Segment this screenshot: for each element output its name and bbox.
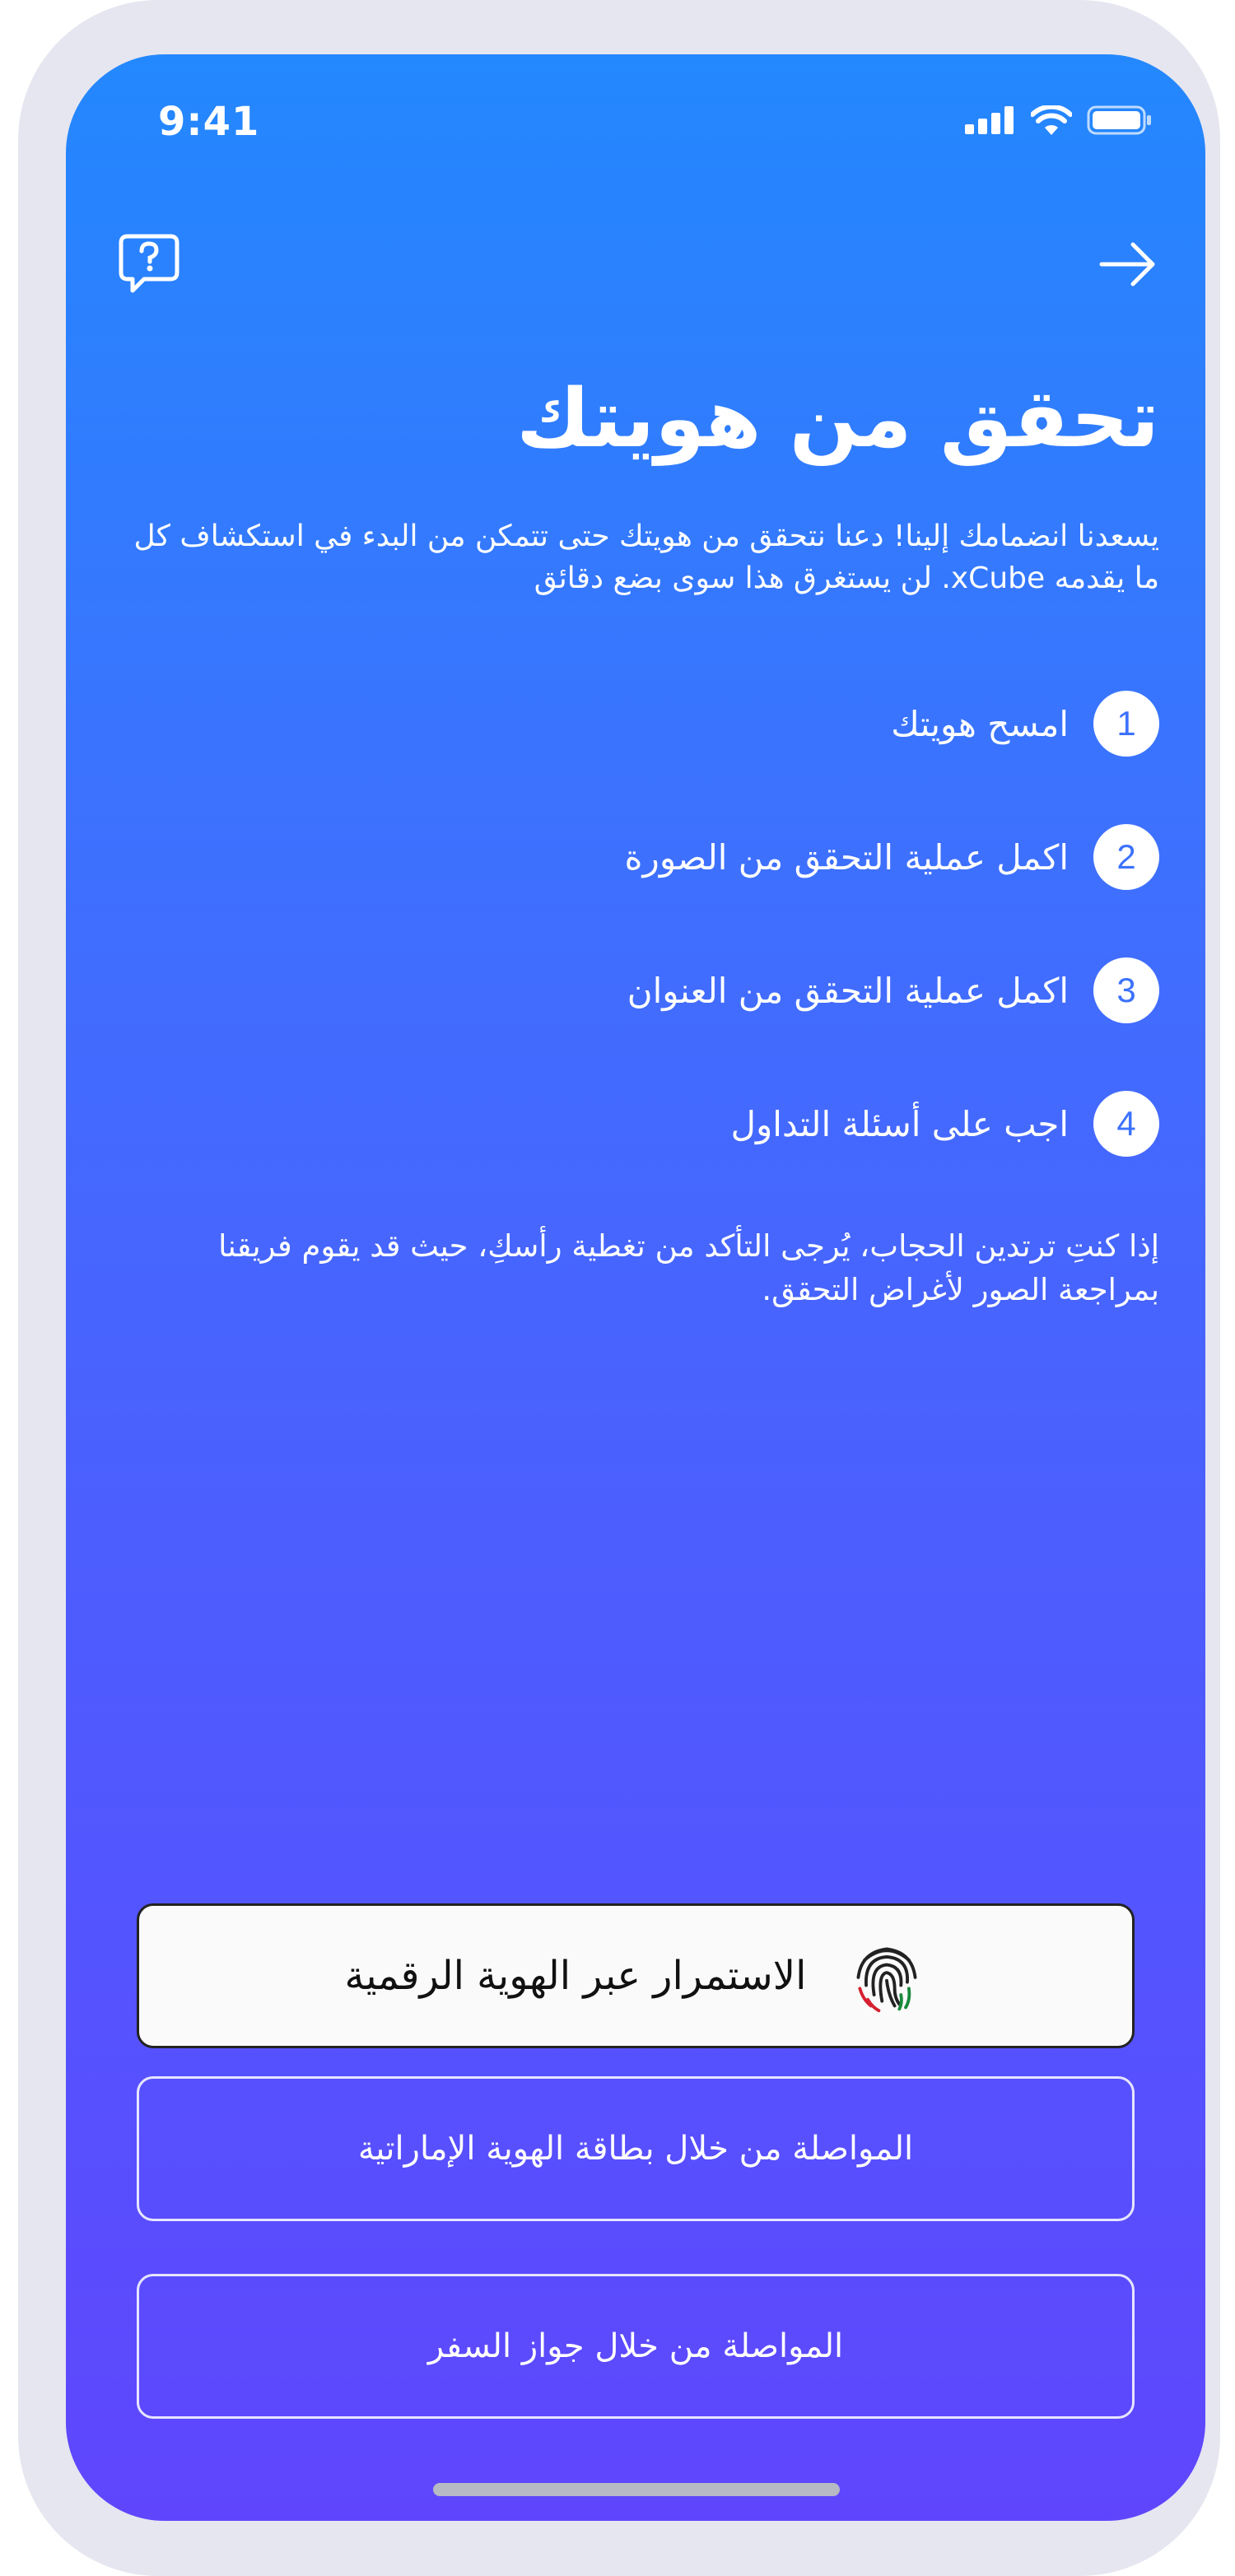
battery-icon <box>1087 105 1153 135</box>
status-time: 9:41 <box>158 99 260 145</box>
digital-id-button-label: الاستمرار عبر الهوية الرقمية <box>344 1953 807 1999</box>
step-number-badge: 1 <box>1093 691 1159 757</box>
status-icons <box>965 105 1153 135</box>
step-item <box>114 823 1159 891</box>
step-label: اجب على أسئلة التداول <box>730 1103 1069 1144</box>
passport-button-label: المواصلة من خلال جواز السفر <box>427 2327 844 2365</box>
help-button[interactable] <box>112 227 186 301</box>
step-item <box>114 957 1159 1024</box>
steps-list <box>114 690 1159 1223</box>
cellular-signal-icon <box>965 106 1016 134</box>
wifi-icon <box>1031 105 1072 135</box>
step-item <box>114 1090 1159 1158</box>
page-title: تحقق من هويتك <box>516 372 1159 466</box>
nav-bar <box>66 219 1205 310</box>
app-screen <box>66 54 1205 2521</box>
step-number-badge: 2 <box>1093 824 1159 890</box>
step-item <box>114 690 1159 757</box>
status-bar <box>66 54 1205 178</box>
step-number-badge: 4 <box>1093 1091 1159 1157</box>
step-label: اكمل عملية التحقق من العنوان <box>627 970 1069 1011</box>
hijab-note: إذا كنتِ ترتدين الحجاب، يُرجى التأكد من تغطية رأسكِ، حيث قد يقوم فريقنا بمراجعة الصور لأغراض التحقق. <box>218 1228 1159 1307</box>
step-label: امسح هويتك <box>891 703 1069 744</box>
phone-frame <box>18 0 1220 2576</box>
home-indicator[interactable] <box>433 2483 840 2496</box>
step-label: اكمل عملية التحقق من الصورة <box>624 836 1069 878</box>
help-question-icon <box>116 231 182 297</box>
fingerprint-icon <box>847 1936 926 2015</box>
emirates-id-button[interactable] <box>137 2076 1135 2221</box>
arrow-right-icon <box>1098 241 1158 287</box>
emirates-id-button-label: المواصلة من خلال بطاقة الهوية الإماراتية <box>357 2130 914 2168</box>
digital-id-button[interactable] <box>137 1903 1135 2048</box>
intro-text: يسعدنا انضمامك إلينا! دعنا نتحقق من هويتك حتى تتمكن من البدء في استكشاف كل ما يقدمه xCube. لن يستغرق هذا سوى بضع دقائق <box>133 519 1159 596</box>
back-button[interactable] <box>1095 235 1161 293</box>
step-number-badge: 3 <box>1093 957 1159 1023</box>
passport-button[interactable] <box>137 2274 1135 2419</box>
